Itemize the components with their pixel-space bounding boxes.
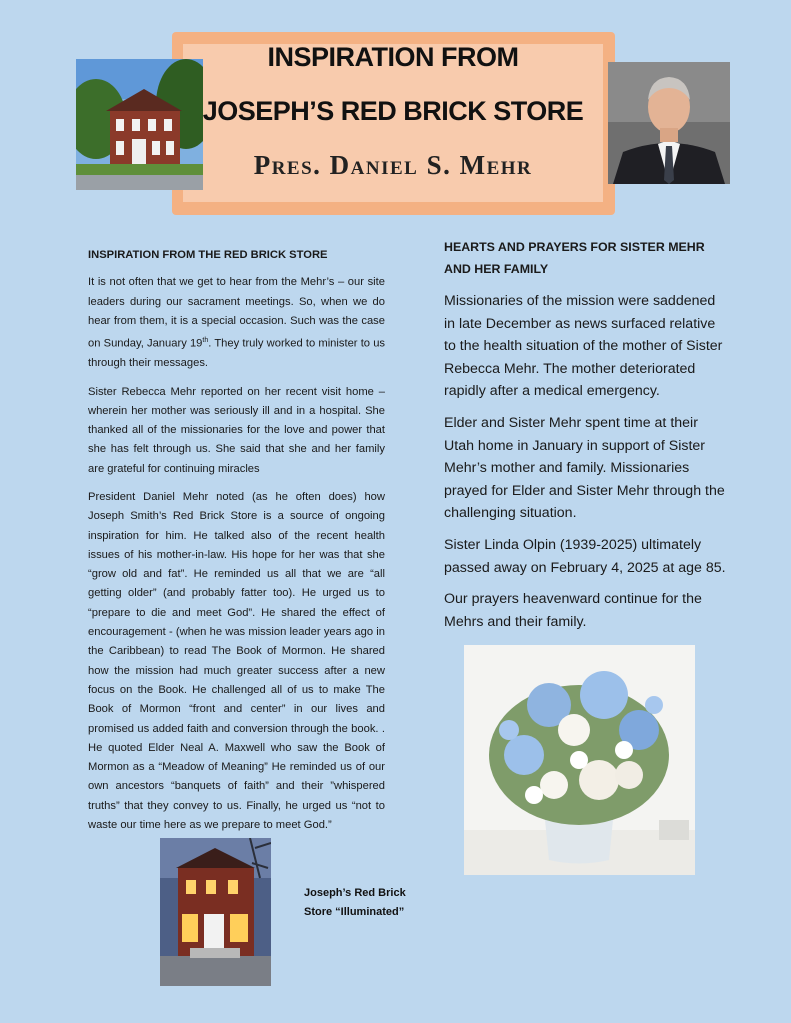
left-article-p1-text: It is not often that we get to hear from the Mehr’s – our site leaders during our sacrament meetings. So, when we do hear from them, it is a special occasion. Such was the case on Sunday, January 19 bbox=[88, 276, 385, 350]
caption-line-2: Store “Illuminated” bbox=[304, 906, 405, 918]
left-article-heading: INSPIRATION FROM THE RED BRICK STORE bbox=[88, 249, 328, 261]
right-article-paragraph-1: Missionaries of the mission were saddened in late December as news surfaced relative to the health situation of the mother of Sister Rebecca Mehr. The mother deteriorated rapidly after a medical emergency. bbox=[444, 293, 723, 400]
right-article bbox=[444, 236, 726, 642]
caption-line-1: Joseph’s Red Brick bbox=[304, 887, 406, 899]
banner-title-line-2: JOSEPH’S RED BRICK STORE bbox=[202, 96, 584, 126]
right-article-heading: HEARTS AND PRAYERS FOR SISTER MEHR AND HER FAMILY bbox=[444, 240, 705, 276]
right-article-paragraph-2: Elder and Sister Mehr spent time at their Utah home in January in support of Sister Mehr’s mother and family. Missionaries prayed for Elder and Sister Mehr through the challenging situation. bbox=[444, 414, 725, 522]
left-article-paragraph-2: Sister Rebecca Mehr reported on her recent visit home – wherein her mother was seriously ill and in a hospital. She thanked all of the missionaries for the love and power that she has felt through us. She said that she and her family are grateful for continuing miracles bbox=[88, 385, 385, 475]
banner-title-line-1: INSPIRATION FROM bbox=[267, 42, 519, 72]
left-article-paragraph-1 bbox=[88, 273, 385, 373]
illuminated-store-photo bbox=[160, 838, 271, 986]
right-article-paragraph-4: Our prayers heavenward continue for the Mehrs and their family. bbox=[444, 591, 702, 630]
left-article-p1-end: . They truly worked to minister to us through their messages. bbox=[88, 337, 386, 370]
portrait-photo bbox=[608, 62, 730, 184]
left-article-paragraph-3: President Daniel Mehr noted (as he often does) how Joseph Smith’s Red Brick Store is a source of ongoing inspiration for him. He talked also of the recent health issues of his mother-in-law. His hope for her was that she “grow old and fat”. He reminded us all that we are “all getting older” (and probably fatter too). He urged us to “prepare to die and meet God”. He shared the effect of encouragement - (when he was mission leader years ago in the Caribbean) to read The Book of Mormon. He shared how the mission had much greater success after a new focus on the Book. He challenged all of us to make The Book of Mormon “front and center” in our lives and promised us added faith and conversion through the book. . He quoted Elder Neal A. Maxwell who saw the Book of Mormon as a “Meadow of Meaning” He reminded us of our own ancestors “banquets of faith” and their ”whispered truths” that they convey to us. Finally, he urged us “not to waste our time here as we prepare to meet God.” bbox=[88, 491, 385, 832]
right-article-paragraph-3: Sister Linda Olpin (1939-2025) ultimately passed away on February 4, 2025 at age 85. bbox=[444, 536, 726, 576]
left-article bbox=[88, 246, 385, 844]
red-brick-store-photo bbox=[76, 59, 203, 190]
photo-caption bbox=[304, 884, 424, 922]
left-article-p1-sup: th bbox=[202, 337, 209, 345]
flower-bouquet-photo bbox=[464, 645, 695, 875]
banner-subtitle: Pres. Daniel S. Mehr bbox=[253, 150, 533, 180]
